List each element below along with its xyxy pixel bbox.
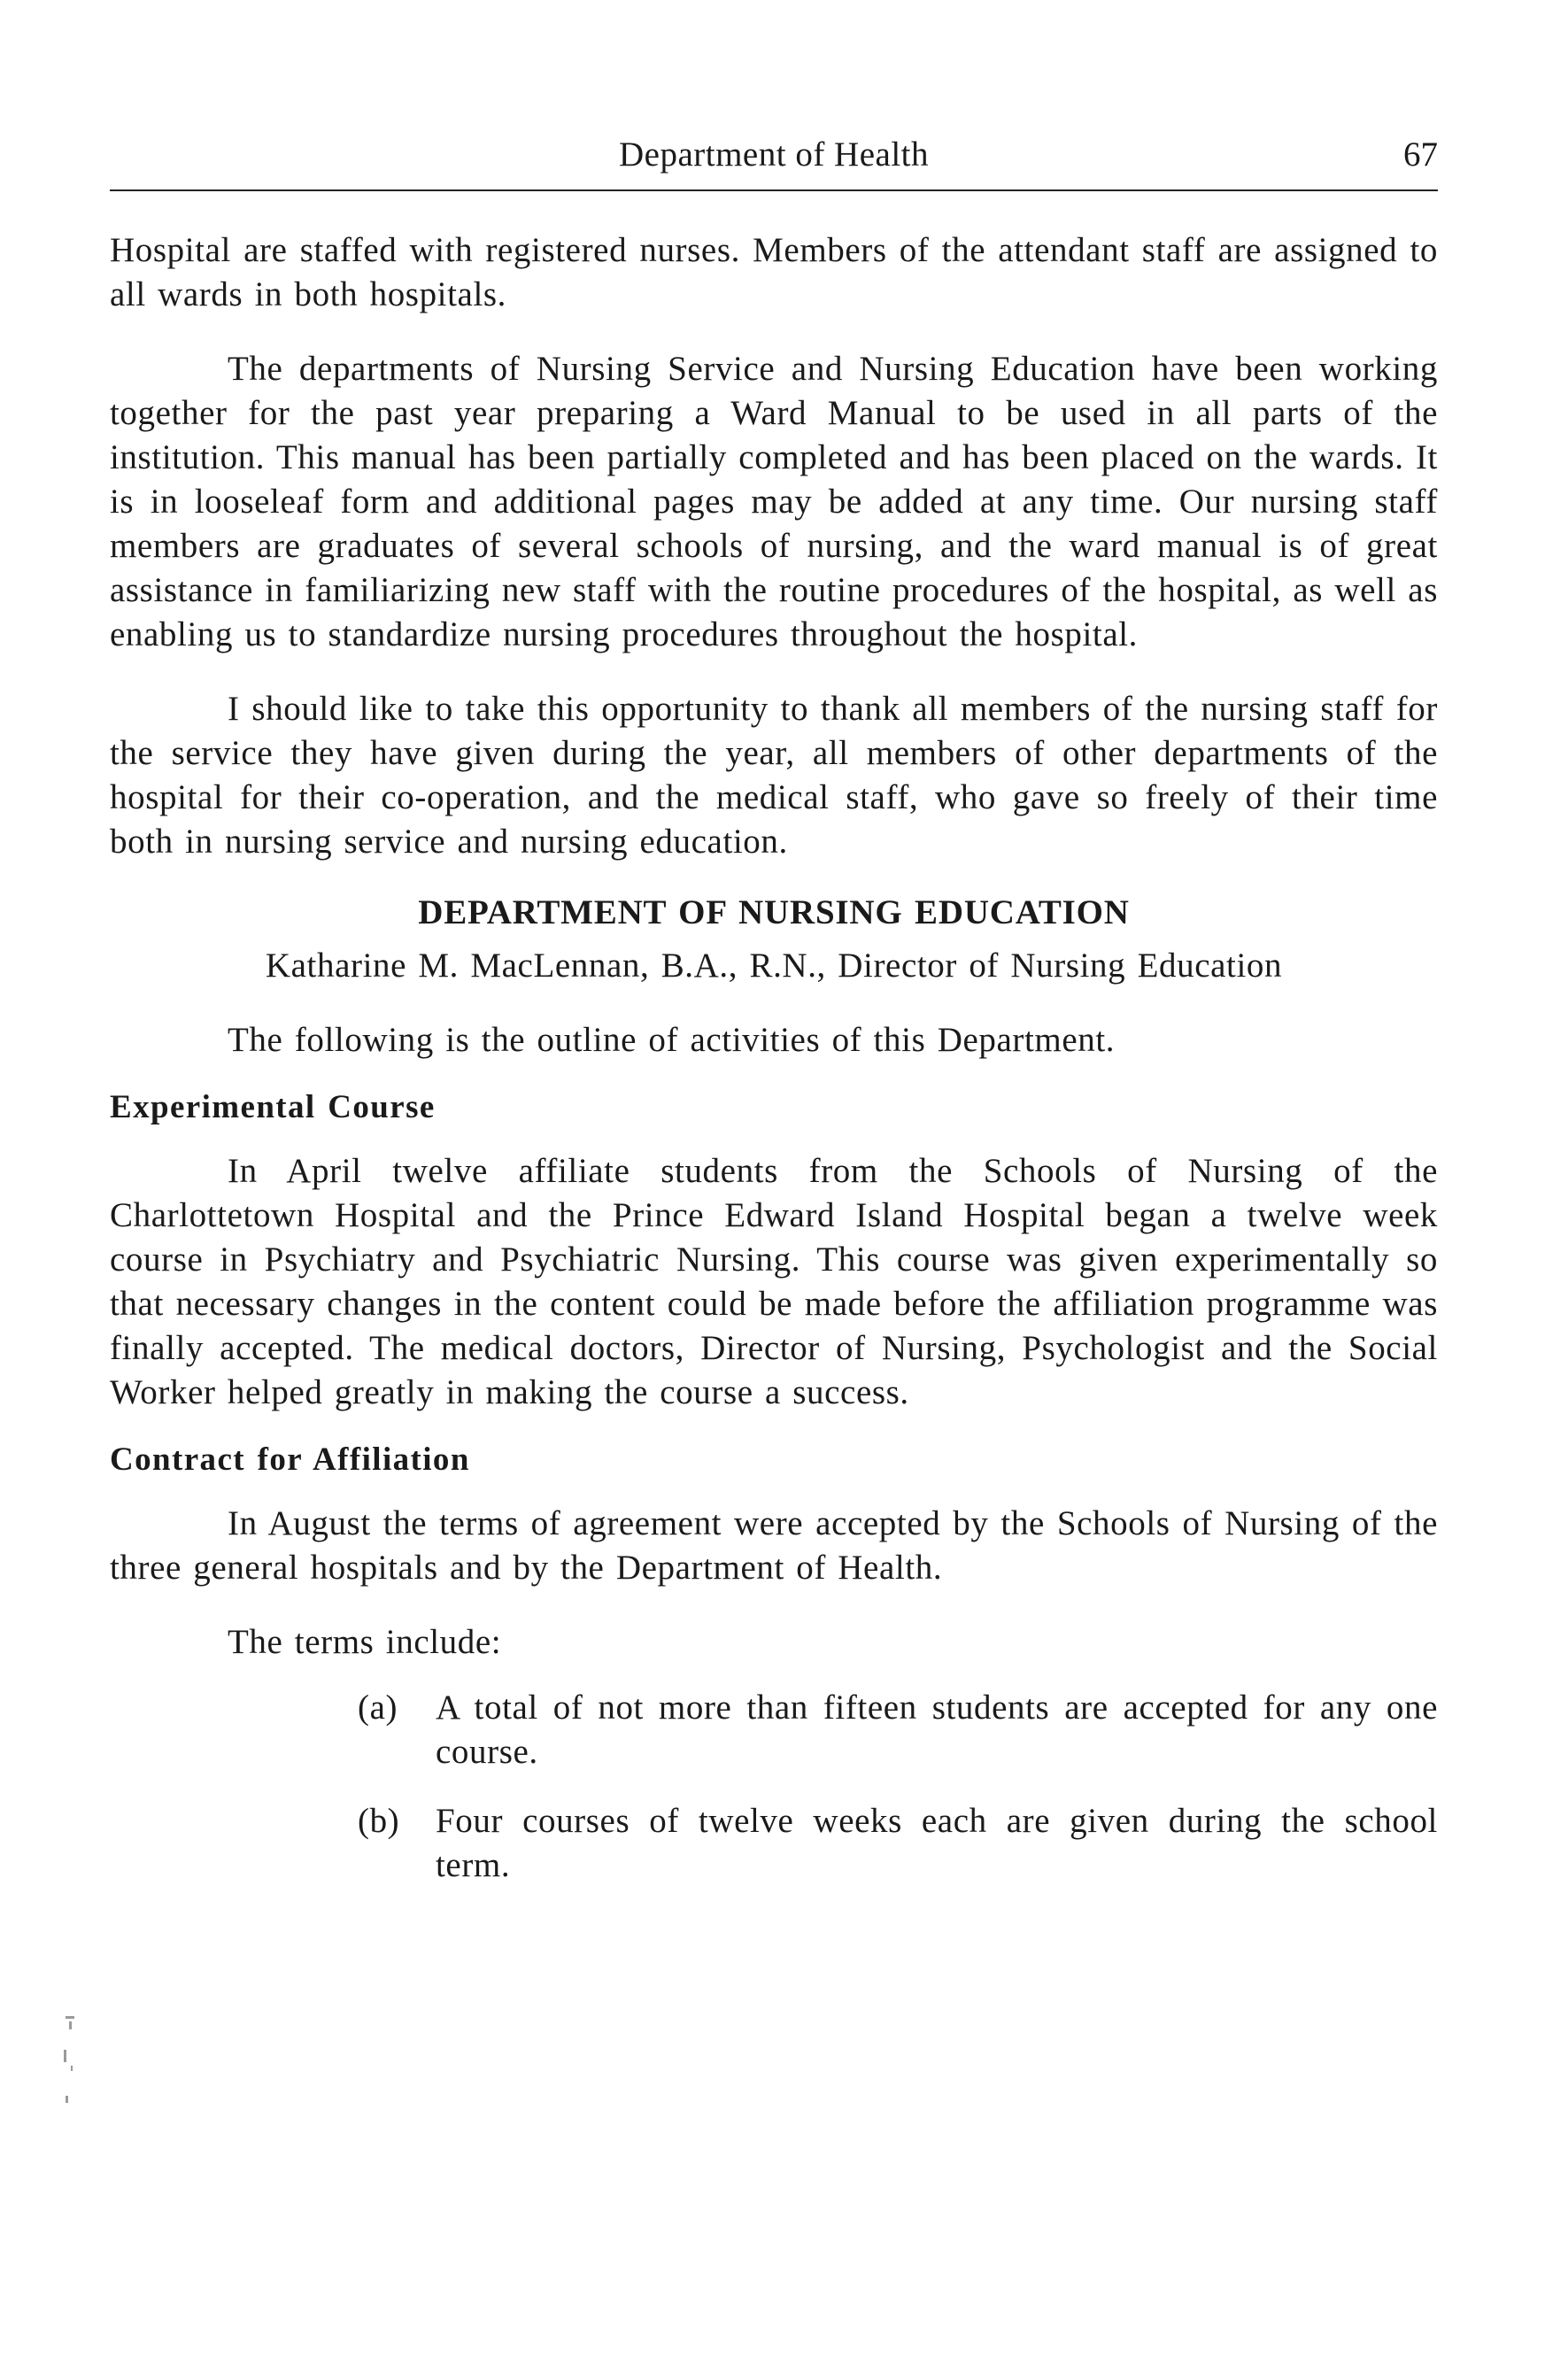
list-item-text: Four courses of twelve weeks each are given during the school term.	[436, 1802, 1438, 1884]
page-number: 67	[1403, 135, 1438, 174]
list-marker: (a)	[358, 1688, 398, 1727]
header-rule	[110, 189, 1438, 191]
paragraph-contract-affiliation: In August the terms of agreement were accepted by the Schools of Nursing of the three general hospitals and by the Department of Health.	[110, 1504, 1438, 1587]
list-item	[110, 1686, 1438, 1774]
margin-specks	[60, 2014, 85, 2112]
body-text	[110, 228, 1438, 1912]
running-title: Department of Health	[618, 135, 930, 174]
paragraph-thanks: I should like to take this opportunity to thank all members of the nursing staff for the service they have given during the year, all members of other departments of the hospital for their co-operation, and the medical staff, who gave so freely of their time both in nursing service and nursing education.	[110, 690, 1438, 861]
subheading-experimental-course: Experimental Course	[110, 1089, 436, 1125]
paragraph-continued: Hospital are staffed with registered nurses. Members of the attendant staff are assigned to all wards in both hospitals.	[110, 231, 1438, 313]
paragraph-intro: The following is the outline of activities of this Department.	[228, 1021, 1116, 1059]
paragraph-experimental-course: In April twelve affiliate students from the Schools of Nursing of the Charlottetown Hospital and the Prince Edward Island Hospital began a twelve week course in Psychiatry and Psychiatric Nursing. This course was given experimentally so that necessary changes in the content could be made before the affiliation programme was finally accepted. The medical doctors, Director of Nursing, Psychologist and the Social Worker helped greatly in making the course a success.	[110, 1152, 1438, 1411]
director-byline: Katharine M. MacLennan, B.A., R.N., Director of Nursing Education	[265, 947, 1283, 985]
running-header	[110, 131, 1438, 184]
list-item	[110, 1799, 1438, 1888]
subheading-contract-affiliation: Contract for Affiliation	[110, 1441, 470, 1478]
list-marker: (b)	[358, 1802, 400, 1840]
list-item-text: A total of not more than fifteen students are accepted for any one course.	[436, 1688, 1438, 1771]
paragraph-ward-manual: The departments of Nursing Service and Nursing Education have been working together for the past year preparing a Ward Manual to be used in all parts of the institution. This manual has been partially completed and has been placed on the wards. It is in looseleaf form and additional pages may be added at any time. Our nursing staff members are graduates of several schools of nursing, and the ward manual is of great assistance in familiarizing new staff with the routine procedures of the hospital, as well as enabling us to standardize nursing procedures throughout the hospital.	[110, 350, 1438, 653]
terms-list	[110, 1686, 1438, 1888]
paragraph-terms-intro: The terms include:	[228, 1623, 502, 1661]
section-heading: DEPARTMENT OF NURSING EDUCATION	[418, 893, 1130, 931]
